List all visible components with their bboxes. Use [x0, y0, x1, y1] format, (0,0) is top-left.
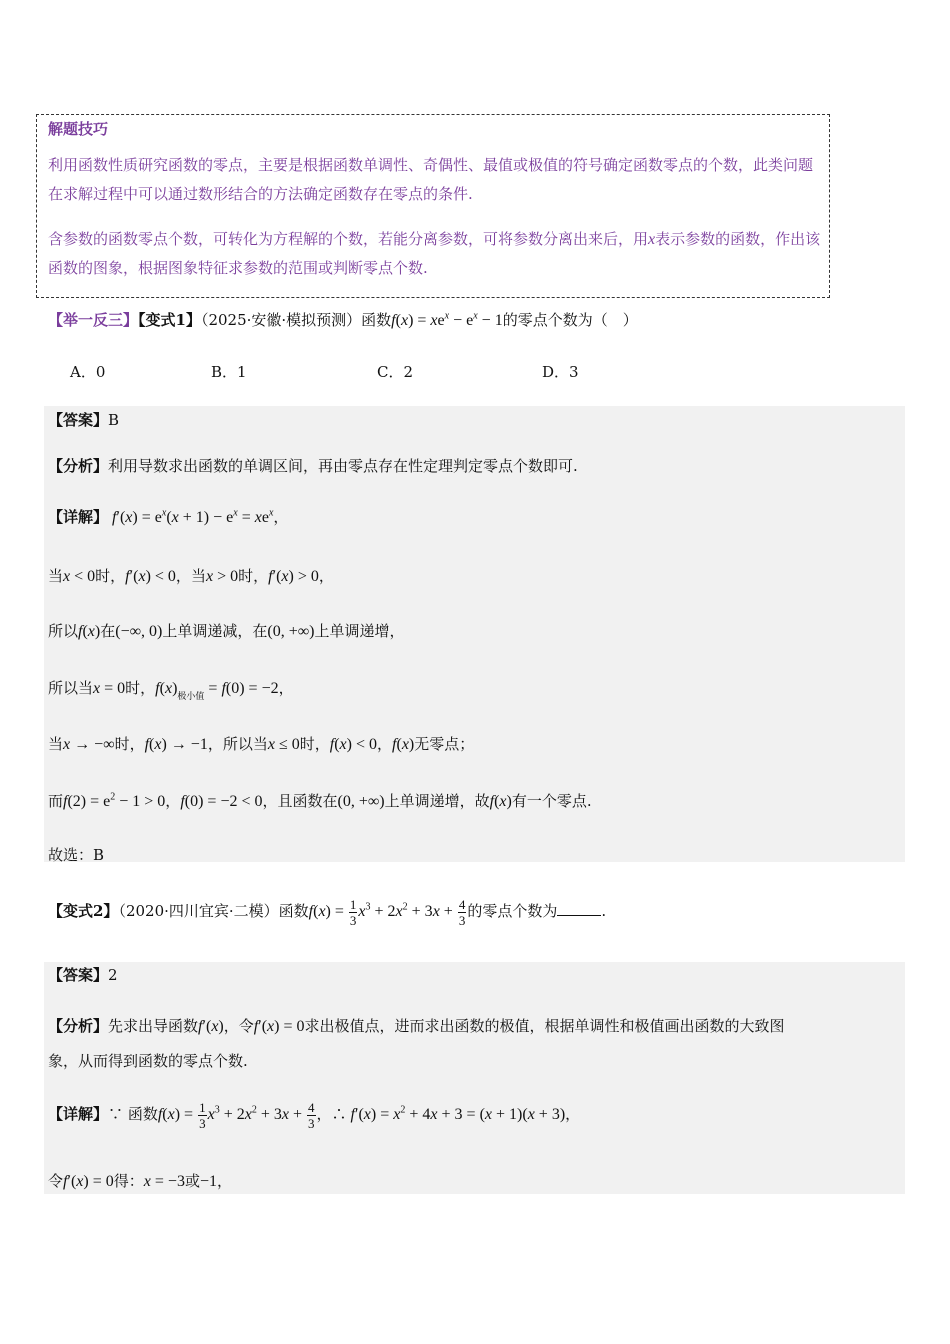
q2-analysis-line-1: 【分析】先求出导函数f′(x)，令f′(x) = 0求出极值点，进而求出函数的极值，根据单调性和极值画出函数的大致图: [48, 1017, 785, 1035]
tips-title: 解题技巧: [48, 120, 109, 138]
tips-paragraph-1: 利用函数性质研究函数的零点，主要是根据函数单调性、奇偶性、最值或极值的符号确定函数零点的个数，此类问题在求解过程中可以通过数形结合的方法确定函数存在零点的条件.: [48, 156, 814, 203]
q1-conclusion: 而$f(2) = e^2 - 1 > 0$，f(0) = −2 < 0，且函数在(0, +∞)上单调递增，故f(x)有一个零点.: [48, 791, 592, 810]
q2-critical-points: 令f′(x) = 0得：x = −3或−1，: [48, 1172, 232, 1190]
q2-detail: 【详解】∵ 函数f(x) = $\frac{1}{3}$ $x^3 + 2x^2 + 3x$ + $\frac{4}{3}$ ，∴ $f'(x) = x^2 + 4x + 3 = (x + 1)(x + 3)$，: [48, 1100, 581, 1131]
q2-analysis-line-2: 象，从而得到函数的零点个数.: [48, 1052, 248, 1070]
q1-choice: 故选：B: [48, 846, 105, 864]
option-b[interactable]: B．1: [211, 363, 247, 381]
solution-2-panel: [44, 962, 905, 1194]
q1-analysis: 【分析】利用导数求出函数的单调区间，再由零点存在性定理判定零点个数即可.: [48, 457, 578, 475]
q1-detail-derivative: 【详解】 $f'(x) = e^x(x + 1) - e^x = xe^x$，: [48, 507, 289, 526]
q1-minimum: 所以当x = 0时，$f(x)_{极小值} = f(0) = -2$，: [48, 679, 294, 702]
question-1: 【举一反三】【变式1】（2025·安徽·模拟预测）函数$f(x) = xe^x - e^x - 1$的零点个数为（ ）: [48, 310, 638, 329]
tips-paragraph-2: 含参数的函数零点个数，可转化为方程解的个数，若能分离参数，可将参数分离出来后，用x表示参数的函数，作出该函数的图象，根据图象特征求参数的范围或判断零点个数.: [48, 230, 821, 277]
q1-monotonic: 所以f(x)在(−∞, 0)上单调递减，在(0, +∞)上单调递增，: [48, 622, 405, 640]
q1-answer: 【答案】B: [48, 411, 120, 429]
q1-limit: 当x → −∞时，f(x) → −1，所以当x ≤ 0时，f(x) < 0，f(x)无零点；: [48, 735, 475, 753]
option-d[interactable]: D．3: [542, 363, 579, 381]
q2-answer: 【答案】2: [48, 966, 118, 984]
option-a[interactable]: A．0: [70, 363, 106, 381]
option-c[interactable]: C．2: [377, 363, 414, 381]
answer-blank[interactable]: [557, 901, 601, 916]
question-2: 【变式2】（2020·四川宜宾·二模）函数f(x) = $\frac{1}{3}$ $x^3 + 2x^2 + 3x$ + $\frac{4}{3}$ 的零点个数为 .: [48, 897, 607, 928]
q1-sign: 当x < 0时，f′(x) < 0，当x > 0时，f′(x) > 0，: [48, 567, 334, 585]
